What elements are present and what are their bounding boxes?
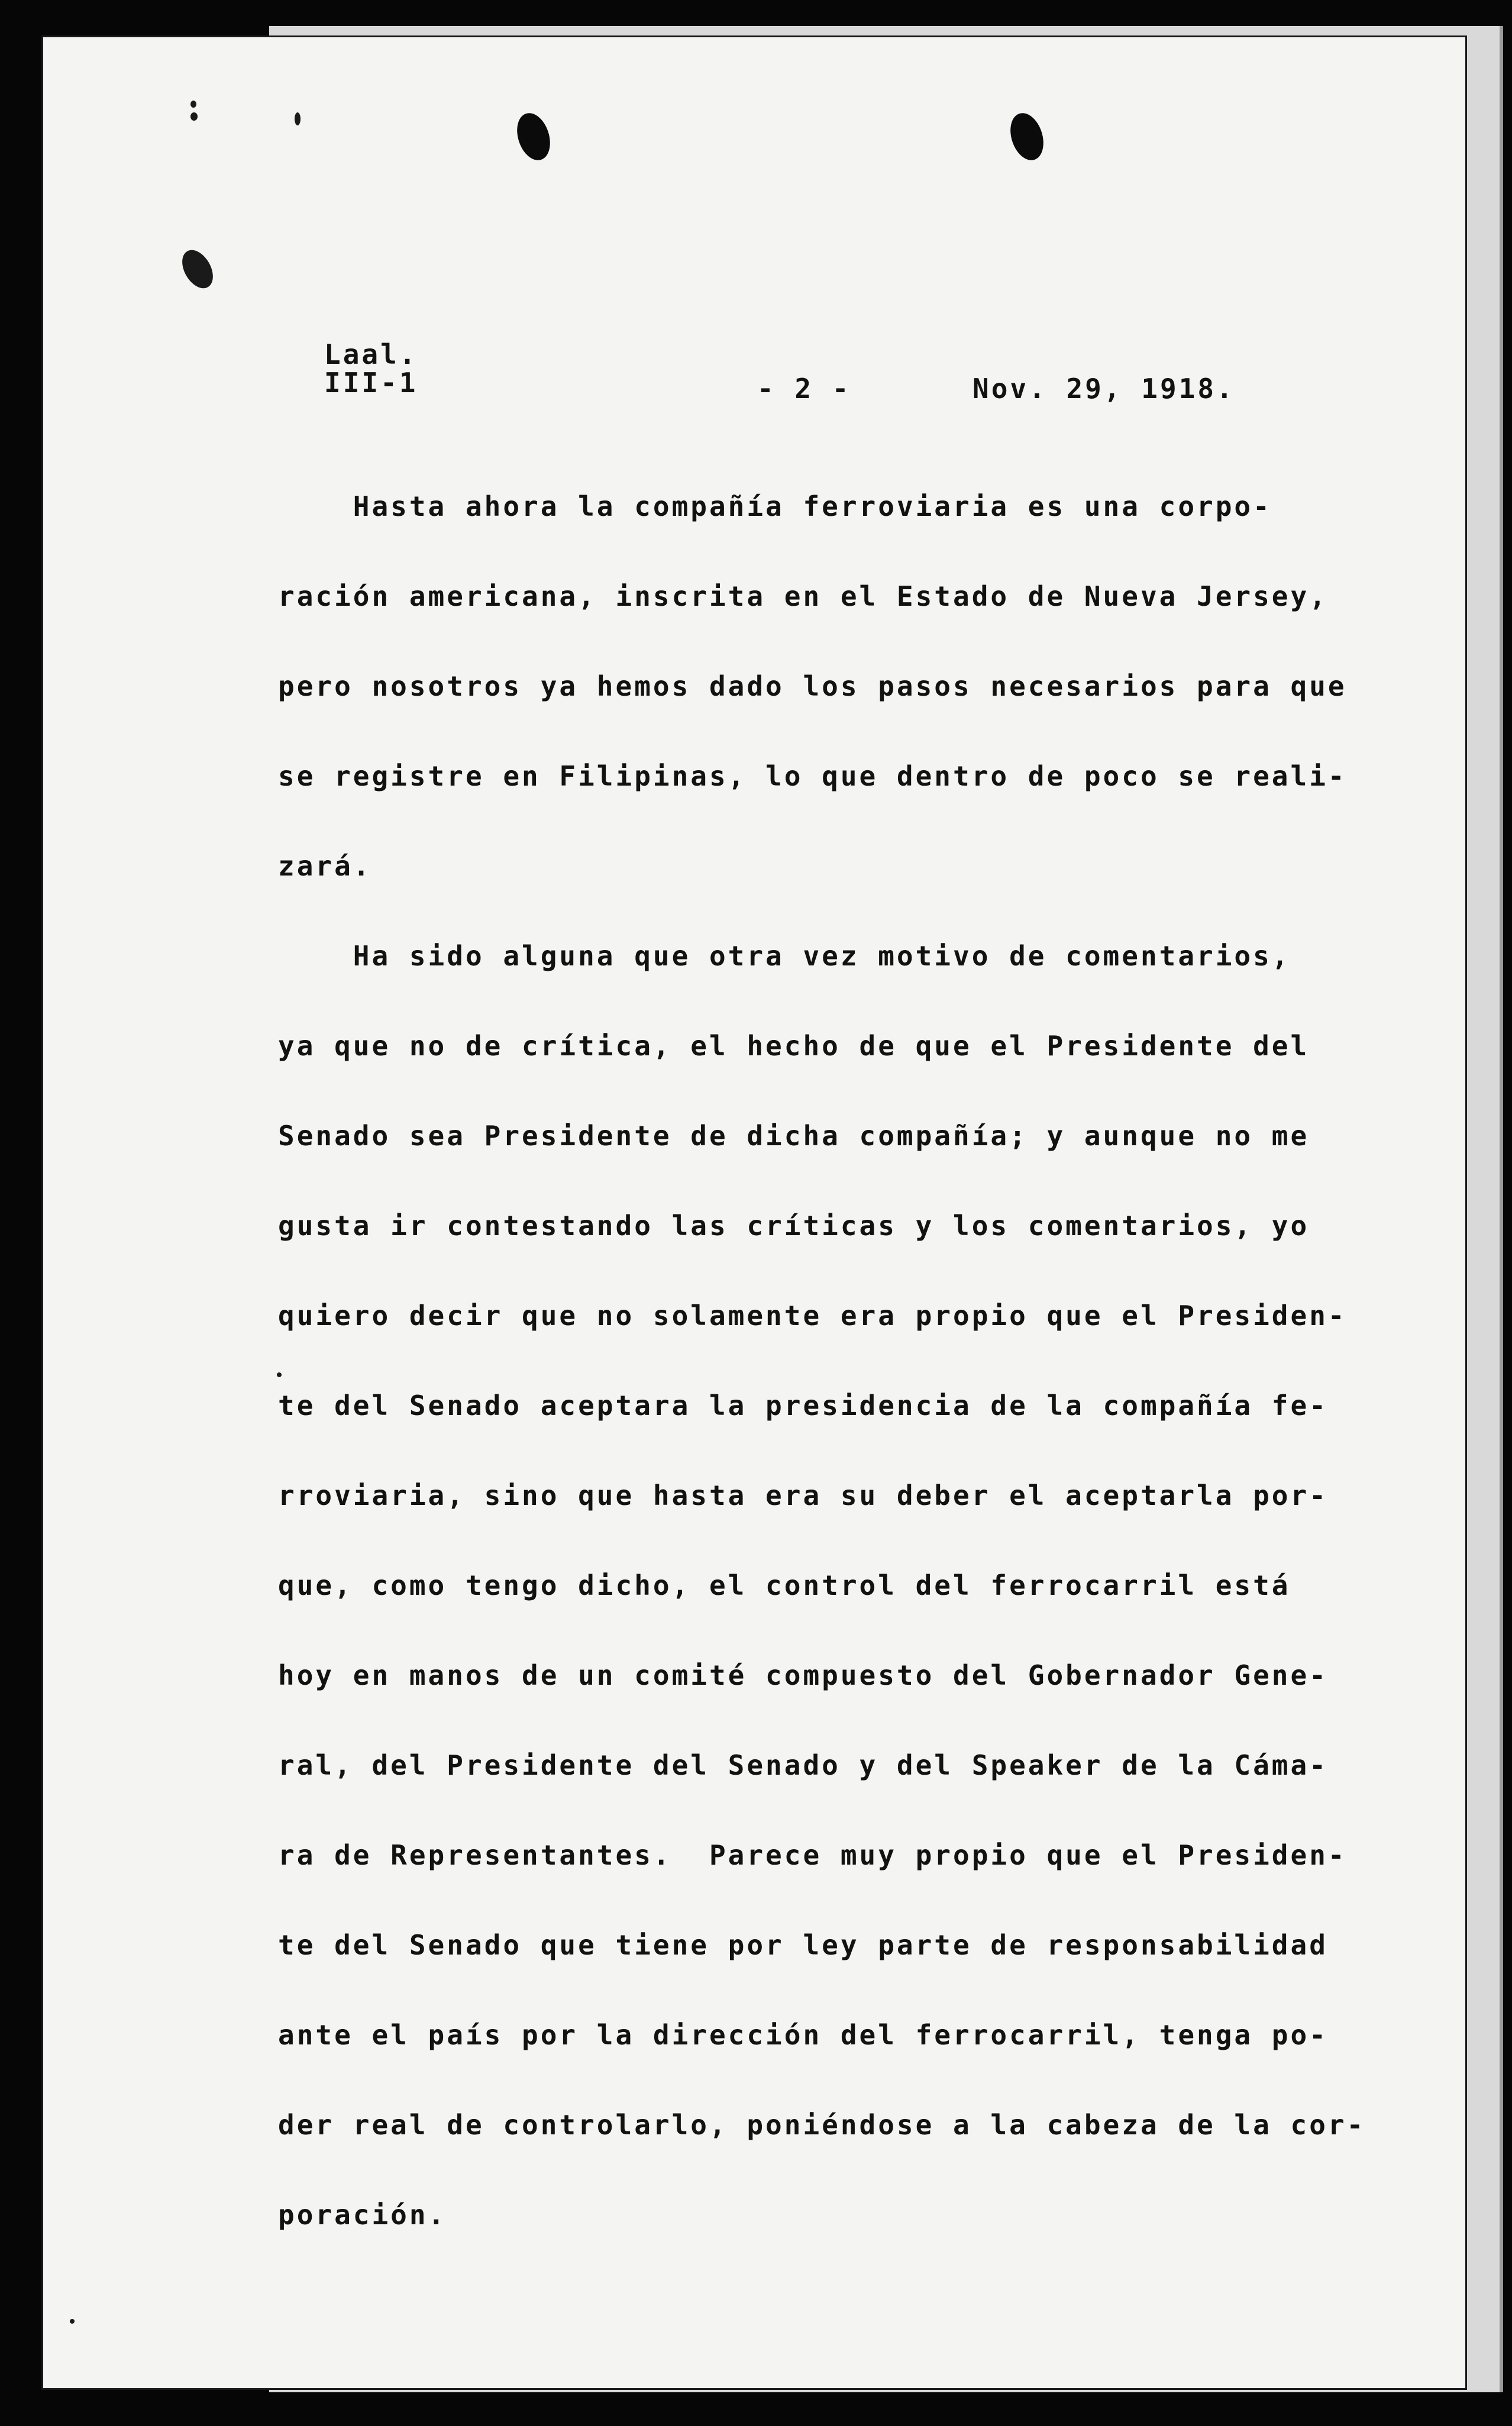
body-text — [278, 461, 1365, 2260]
ink-speck — [70, 2319, 75, 2324]
text-line: ra de Representantes. Parece muy propio que el Presiden- — [278, 1839, 1347, 1871]
text-line: Ha sido alguna que otra vez motivo de comentarios, — [278, 940, 1291, 972]
punch-hole-right — [1005, 109, 1049, 164]
page-number: - 2 - — [757, 373, 851, 405]
ink-speck — [295, 112, 301, 125]
text-line: gusta ir contestando las críticas y los comentarios, yo — [278, 1210, 1310, 1242]
text-line: zará. — [278, 850, 372, 882]
text-line: se registre en Filipinas, lo que dentro de poco se reali- — [278, 760, 1347, 792]
ink-speck — [190, 112, 198, 121]
text-line: poración. — [278, 2199, 447, 2231]
text-line: te del Senado aceptara la presidencia de la compañía fe- — [278, 1390, 1328, 1422]
text-line: Hasta ahora la compañía ferroviaria es una corpo- — [278, 490, 1272, 522]
text-line: hoy en manos de un comité compuesto del Gobernador Gene- — [278, 1659, 1328, 1691]
text-line: que, como tengo dicho, el control del ferrocarril está — [278, 1569, 1291, 1601]
text-line: der real de controlarlo, poniéndose a la cabeza de la cor- — [278, 2109, 1366, 2141]
text-line: ración americana, inscrita en el Estado de Nueva Jersey, — [278, 580, 1328, 612]
text-line: rroviaria, sino que hasta era su deber el aceptarla por- — [278, 1479, 1328, 1511]
text-line: te del Senado que tiene por ley parte de responsabilidad — [278, 1929, 1328, 1961]
document-date: Nov. 29, 1918. — [973, 373, 1235, 405]
reference-code-line2: III-1 — [324, 367, 418, 399]
ink-smudge — [176, 245, 219, 294]
text-line: quiero decir que no solamente era propio que el Presiden- — [278, 1300, 1347, 1332]
ink-speck — [190, 101, 196, 108]
text-line: ral, del Presidente del Senado y del Speaker de la Cáma- — [278, 1749, 1328, 1781]
text-line: pero nosotros ya hemos dado los pasos necesarios para que — [278, 670, 1347, 702]
text-line: ya que no de crítica, el hecho de que el Presidente del — [278, 1030, 1310, 1062]
punch-hole-left — [512, 109, 556, 164]
text-line: Senado sea Presidente de dicha compañía; y aunque no me — [278, 1120, 1310, 1152]
reference-code-line1: Laal. — [324, 338, 418, 370]
text-line: ante el país por la dirección del ferrocarril, tenga po- — [278, 2019, 1328, 2051]
